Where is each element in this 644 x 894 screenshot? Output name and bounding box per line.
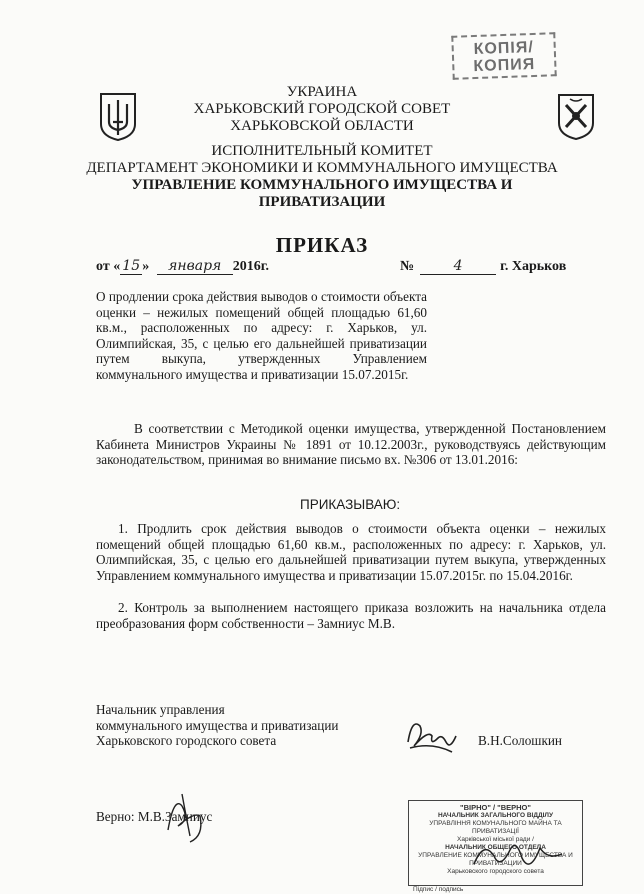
signatory-name: В.Н.Солошкин — [478, 733, 562, 748]
stamp-line1: "ВІРНО" / "ВЕРНО" — [460, 803, 531, 812]
header-country: УКРАИНА — [286, 84, 358, 100]
stamp-line2: НАЧАЛЬНИК ЗАГАЛЬНОГО ВІДДІЛУ — [437, 812, 554, 819]
stamp-line8: Підпис / подпись — [413, 886, 464, 893]
date-day: 15 — [120, 258, 142, 275]
stamp-line4: Харківської міської ради / — [457, 836, 534, 843]
order-item-2: 2. Контроль за выполнением настоящего приказа возложить на начальника отдела преобразования форм собственности – Замниус М.В. — [96, 600, 606, 631]
header-region: ХАРЬКОВСКОЙ ОБЛАСТИ — [230, 118, 414, 134]
signature-mark — [402, 712, 462, 758]
order-item-1: 1. Продлить срок действия выводов о стоимости объекта оценки – нежилых помещений общей площадью 61,60 кв.м., расположенных по адресу: г. Харьков, ул. Олимпийская, 35, с целью его дальнейшей приватизации путем выкупа, утвержденных Управлением коммунального имущества и приватизации 15.07.2015г. по 15.04.2016г. — [96, 521, 606, 583]
header-division-line1: УПРАВЛЕНИЕ КОММУНАЛЬНОГО ИМУЩЕСТВА И — [131, 177, 513, 193]
header-council: ХАРЬКОВСКИЙ ГОРОДСКОЙ СОВЕТ — [193, 101, 451, 117]
signatory-line3: Харьковского городского совета — [96, 733, 277, 749]
order-number: 4 — [420, 258, 496, 275]
header-department: ДЕПАРТАМЕНТ ЭКОНОМИКИ И КОММУНАЛЬНОГО ИМУЩЕСТВА — [86, 160, 558, 176]
order-subject: О продлении срока действия выводов о стоимости объекта оценки – нежилых помещений общей площадью 61,60 кв.м., расположенных по адресу: г. Харьков, ул. Олимпийская, 35, с целью его дальнейшей приватизации путем выкупа, утвержденных Управлением коммунального имущества и приватизации 15.07.2015г. — [96, 289, 427, 382]
order-word: ПРИКАЗЫВАЮ: — [300, 497, 401, 512]
number-prefix: № — [400, 259, 415, 274]
signatory-line1: Начальник управления — [96, 702, 225, 717]
city: г. Харьков — [500, 259, 567, 274]
header-block — [0, 84, 644, 135]
stamp-signature-mark — [470, 830, 570, 880]
signatory-title — [96, 702, 338, 749]
verified-line: Верно: М.В.Замниус — [96, 809, 213, 824]
header-department-block — [0, 143, 644, 211]
date-month: января — [157, 258, 233, 275]
header-committee: ИСПОЛНИТЕЛЬНЫЙ КОМИТЕТ — [211, 143, 433, 159]
stamp-line6: УПРАВЛЕНИЕ КОММУНАЛЬНОГО ИМУЩЕСТВА И ПРИВАТИЗАЦИИ — [418, 852, 573, 867]
header-division-line2: ПРИВАТИЗАЦИИ — [258, 194, 386, 210]
document-title: ПРИКАЗ — [275, 233, 369, 257]
verifier-signature-mark — [160, 786, 220, 846]
copy-stamp — [451, 32, 556, 80]
date-mid: » — [142, 259, 150, 274]
signatory-line2: коммунального имущества и приватизации — [96, 717, 339, 733]
stamp-line3: УПРАВЛІННЯ КОМУНАЛЬНОГО МАЙНА ТА ПРИВАТИЗАЦІЇ — [429, 820, 562, 835]
stamp-line5: НАЧАЛЬНИК ОБЩЕГО ОТДЕЛА — [445, 844, 546, 851]
copy-stamp-line2: КОПИЯ — [473, 55, 536, 76]
date-year: 2016г. — [232, 259, 269, 274]
number-line — [400, 258, 566, 275]
date-prefix: от « — [96, 259, 121, 274]
date-line — [96, 258, 269, 275]
preamble: В соответствии с Методикой оценки имущества, утвержденной Постановлением Кабинета Министров Украины № 1891 от 10.12.2003г., руководствуясь действующим законодательством, принимая во внимание письмо вх. №306 от 13.01.2016: — [96, 421, 606, 468]
copy-stamp-line1: КОПІЯ/ — [473, 38, 535, 59]
stamp-line7: Харьковского городского совета — [447, 868, 544, 875]
